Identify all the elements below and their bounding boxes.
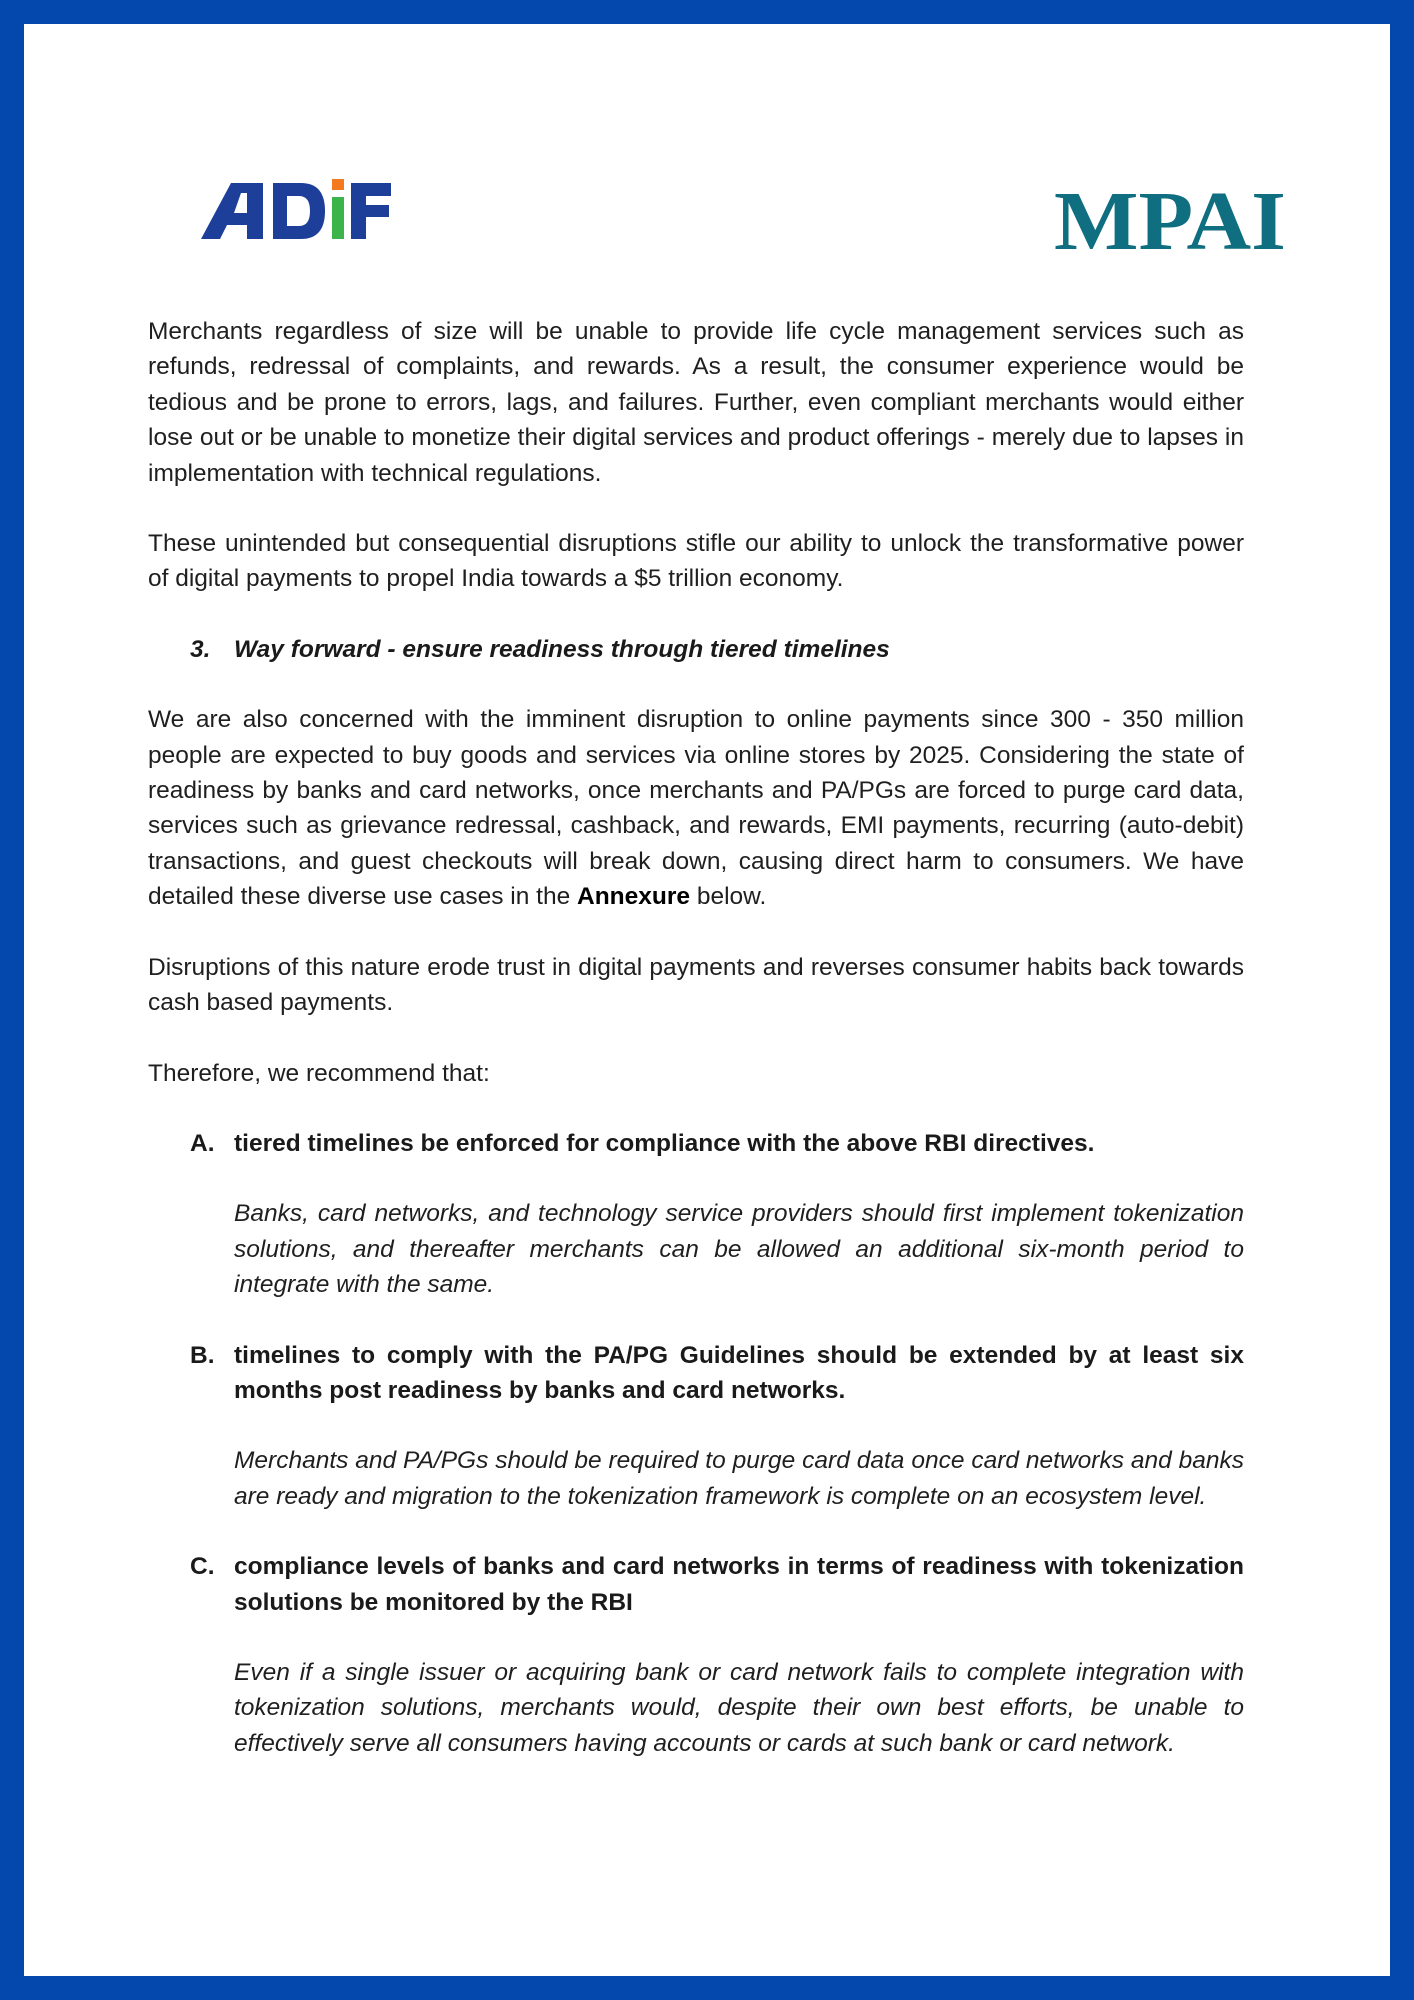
paragraph-recommend-intro: Therefore, we recommend that: xyxy=(148,1059,490,1087)
section-3-title: Way forward - ensure readiness through tiered timelines xyxy=(234,635,890,663)
recommendation-description: Merchants and PA/PGs should be required to purge card data once card networks and banks are ready and migration to the tokenization framework is complete on an ecosystem level. xyxy=(234,1447,1244,1510)
recommendation-description: Even if a single issuer or acquiring bank or card network fails to complete integration with tokenization solutions, merchants would, despite their own best efforts, be unable to effectively serve all consumers having accounts or cards at such bank or card network. xyxy=(234,1658,1244,1757)
recommendation-letter: A. xyxy=(190,1129,215,1157)
paragraph-erode-trust: Disruptions of this nature erode trust in digital payments and reverses consumer habits back towards cash based payments. xyxy=(148,953,1244,1017)
recommendation-title: compliance levels of banks and card networks in terms of readiness with tokenization solutions be monitored by the RBI xyxy=(234,1553,1244,1616)
paragraph-lifecycle-services: Merchants regardless of size will be unable to provide life cycle management services such as refunds, redressal of complaints, and rewards. As a result, the consumer experience would be tedious and be prone to errors, lags, and failures. Further, even compliant merchants would either lose out or be unable to monetize their digital services and product offerings - merely due to lapses in implementation with technical regulations. xyxy=(148,318,1244,487)
recommendation-a xyxy=(148,1126,1244,1303)
paragraph-disruptions: These unintended but consequential disruptions stifle our ability to unlock the transformative power of digital payments to propel India towards a $5 trillion economy. xyxy=(148,530,1244,593)
annexure-reference: Annexure xyxy=(577,883,691,911)
document-body xyxy=(148,314,1244,1761)
recommendation-title: timelines to comply with the PA/PG Guidelines should be extended by at least six months post readiness by banks and card networks. xyxy=(234,1341,1244,1404)
mpai-logo xyxy=(1052,169,1288,261)
recommendation-c xyxy=(148,1549,1244,1761)
adif-logo xyxy=(201,175,391,249)
section-3-number: 3. xyxy=(190,635,211,663)
recommendation-b xyxy=(148,1338,1244,1515)
section-3-heading xyxy=(148,632,1244,667)
recommendation-description: Banks, card networks, and technology service providers should first implement tokenization solutions, and thereafter merchants can be allowed an additional six-month period to integrate with the same. xyxy=(234,1200,1244,1299)
recommendation-letter: B. xyxy=(190,1341,215,1369)
paragraph-online-payments: We are also concerned with the imminent disruption to online payments since 300 - 350 million people are expected to buy goods and services via online stores by 2025. Considering the state of readiness by banks and card networks, once merchants and PA/PGs are forced to purge card data, services such as grievance redressal, cashback, and rewards, EMI payments, recurring (auto-debit) transactions, and guest checkouts will break down, causing direct harm to consumers. We have detailed these diverse use cases in the Annexure below. xyxy=(148,706,1244,911)
recommendation-title: tiered timelines be enforced for compliance with the above RBI directives. xyxy=(234,1129,1095,1157)
recommendation-letter: C. xyxy=(190,1553,215,1581)
svg-text:MPAI: MPAI xyxy=(1054,175,1286,261)
